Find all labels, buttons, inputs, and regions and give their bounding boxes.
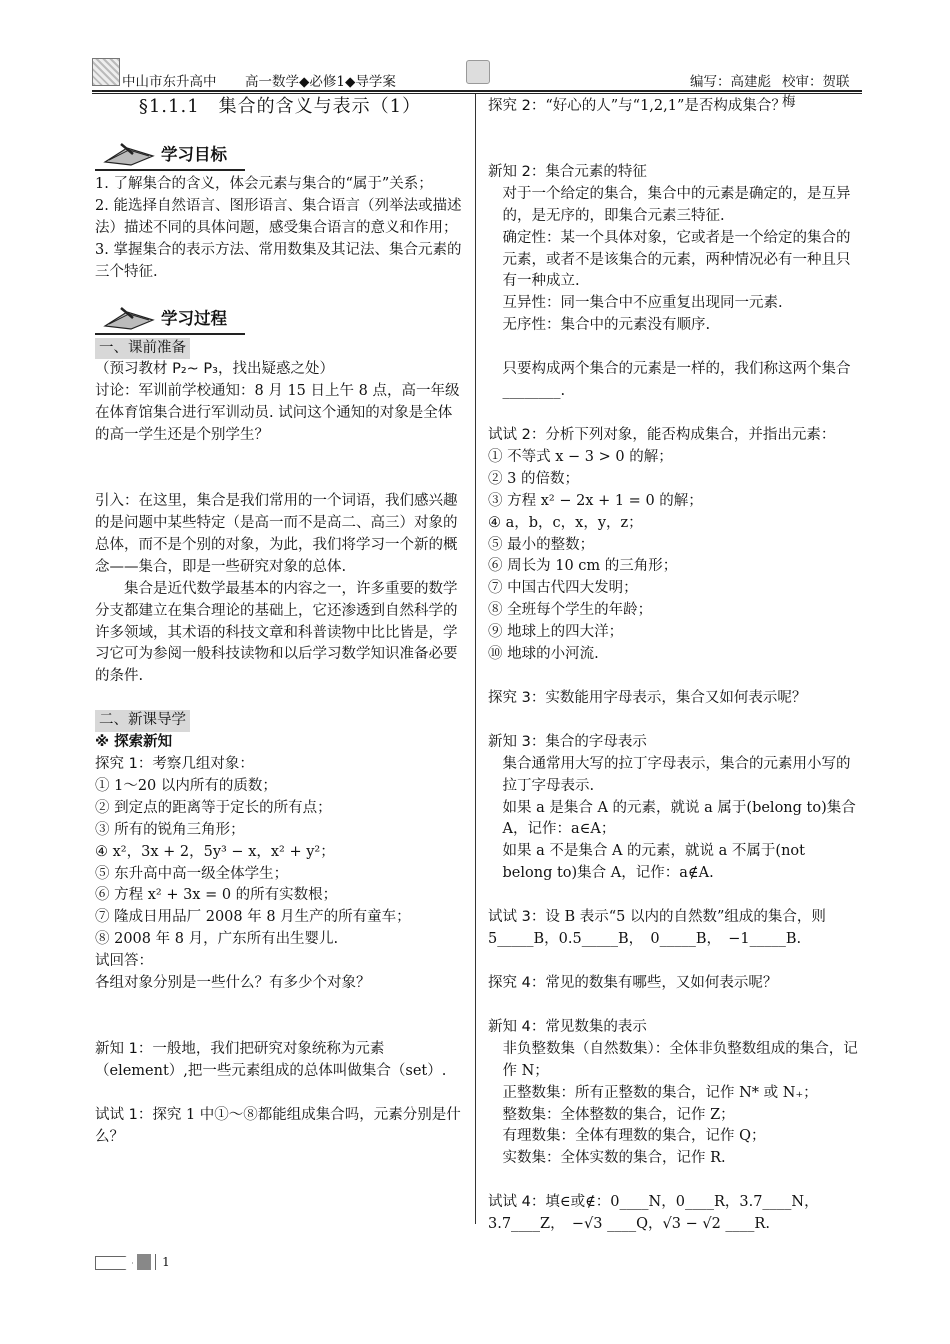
new3-label: 新知 3：: [488, 733, 546, 750]
try2-item: ③ 方程 x² − 2x + 1 = 0 的解；: [488, 492, 703, 509]
book-pen-icon: [103, 140, 155, 166]
prep-note: （预习教材 P₂~ P₃，找出疑惑之处）: [95, 361, 334, 378]
heading-underline: [95, 333, 245, 335]
intro-para2: 集合是近代数学最基本的内容之一，许多重要的数学分支都建立在集合理论的基础上，它还渗透到自然科学的许多领域，其术语的科技文章和科普读物中比比皆是，学习它可为参阅一般科技读物和以后学习数学知识准备必要的条件.: [95, 580, 458, 685]
try2-item: ⑧ 全班每个学生的年龄；: [488, 602, 653, 619]
new1-label: 新知 1：: [95, 1041, 153, 1057]
new3-para: 如果 a 是集合 A 的元素，就说 a 属于(belong to)集合 A，记作：a∈A；: [502, 799, 856, 838]
school-logo-icon: [92, 58, 120, 86]
answer-question: 各组对象分别是一些什么？有多少个对象？: [95, 975, 371, 992]
explore1-item: ② 到定点的距离等于定长的所有点；: [95, 799, 332, 816]
new2-para: 确定性：某一个具体对象，它或者是一个给定的集合的元素，或者不是该集合的元素，两种情况必有一种且只有一种成立.: [502, 229, 851, 290]
header-emblem-icon: [466, 60, 490, 84]
try2-text: 分析下列对象，能否构成集合，并指出元素：: [545, 426, 836, 443]
header-rule: [92, 90, 862, 92]
try1-label: 试试 1：: [95, 1106, 153, 1123]
new1-text: 一般地，我们把研究对象统称为元素（element）,把一些元素组成的总体叫做集合（set）.: [95, 1041, 447, 1079]
try2-item: ⑥ 周长为 10 cm 的三角形；: [488, 558, 678, 575]
explore-heading: ※ 探索新知: [95, 734, 173, 751]
explore1-item: ⑦ 隆成日用品厂 2008 年 8 月生产的所有童车；: [95, 909, 411, 926]
try2-label: 试试 2：: [488, 426, 546, 443]
try2-item: ⑤ 最小的整数；: [488, 536, 595, 553]
new3-para: 集合通常用大写的拉丁字母表示，集合的元素用小写的拉丁字母表示.: [502, 755, 851, 794]
explore2-label: 探究 2：: [488, 98, 546, 114]
book-pen-icon: [103, 304, 155, 330]
equal-sets-text: 只要构成两个集合的元素是一样的，我们称这两个集合________.: [502, 361, 851, 400]
goal-item: 3. 掌握集合的表示方法、常用数集及其记法、集合元素的三个特征.: [95, 241, 462, 280]
section-goals: [95, 140, 465, 174]
explore3-text: 实数能用字母表示，集合又如何表示呢？: [545, 689, 807, 706]
try3-text: 设 B 表示“5 以内的自然数”组成的集合，则 5_____B，0.5_____B， 0_____B， −1_____B.: [488, 909, 826, 948]
new2-para: 互异性：同一集合中不应重复出现同一元素.: [502, 295, 783, 312]
explore1-item: ⑧ 2008 年 8 月，广东所有出生婴儿.: [95, 931, 339, 948]
explore4-label: 探究 4：: [488, 975, 546, 991]
new4-text: 常见数集的表示: [545, 1018, 647, 1035]
school-name: 中山市东升高中: [122, 74, 217, 90]
number-set-item: 有理数集：全体有理数的集合，记作 Q；: [502, 1128, 766, 1145]
process-heading: 学习过程: [161, 308, 227, 328]
footer-block: [137, 1254, 151, 1270]
explore1-item: ① 1～20 以内所有的质数；: [95, 777, 277, 794]
explore1-item: ③ 所有的锐角三角形；: [95, 821, 245, 838]
explore3-label: 探究 3：: [488, 689, 546, 706]
try3-label: 试试 3：: [488, 909, 546, 926]
heading-underline: [95, 169, 245, 171]
explore4-text: 常见的数集有哪些，又如何表示呢？: [545, 975, 778, 991]
prep-heading: 一、课前准备: [95, 338, 190, 360]
try2-item: ④ a，b，c，x，y，z；: [488, 514, 643, 531]
number-set-item: 非负整数集（自然数集）：全体非负整数组成的集合，记作 N；: [502, 1040, 858, 1079]
goal-item: 2. 能选择自然语言、图形语言、集合语言（列举法或描述法）描述不同的具体问题，感受集合语言的意义和作用；: [95, 197, 462, 236]
intro-label: 引入：: [95, 493, 139, 510]
explore1-item: ⑤ 东升高中高一级全体学生；: [95, 865, 289, 882]
author: 编写：高建彪: [690, 74, 771, 90]
left-column: [95, 96, 465, 1149]
new2-para: 无序性：集合中的元素没有顺序.: [502, 317, 711, 334]
try2-item: ⑦ 中国古代四大发明；: [488, 580, 638, 597]
explore1-item: ④ x²，3x + 2，5y³ − x，x² + y²；: [95, 843, 335, 860]
new-lesson-heading: 二、新课导学: [95, 710, 190, 732]
right-column: [488, 96, 858, 1236]
answer-label: 试回答：: [95, 953, 153, 970]
goals-heading: 学习目标: [161, 145, 227, 164]
column-divider: [475, 94, 476, 1224]
try2-item: ② 3 的倍数；: [488, 470, 579, 487]
intro-text: 在这里，集合是我们常用的一个词语，我们感兴趣的是问题中某些特定（是高一而不是高二、高三）对象的总体，而不是个别的对象，为此，我们将学习一个新的概念——集合，即是一些研究对象的总体.: [95, 493, 458, 575]
header-rule-thin: [92, 93, 862, 94]
new3-text: 集合的字母表示: [545, 733, 647, 750]
new2-label: 新知 2：: [488, 163, 546, 180]
new2-para: 对于一个给定的集合，集合中的元素是确定的，是互异的，是无序的，即集合元素三特征.: [502, 185, 851, 224]
try2-item: ⑩ 地球的小河流.: [488, 646, 599, 663]
try2-item: ⑨ 地球上的四大洋；: [488, 624, 624, 641]
arrow-icon: [95, 1256, 133, 1270]
page-footer: [95, 1254, 255, 1270]
page-number: 1: [155, 1254, 176, 1270]
explore1-label: 探究 1：: [95, 756, 153, 773]
reviewer: 校审：贺联梅: [782, 74, 850, 110]
explore1-text: 考察几组对象：: [152, 756, 254, 773]
number-set-item: 正整数集：所有正整数的集合，记作 N* 或 N₊；: [502, 1084, 818, 1101]
page-title: §1.1.1 集合的含义与表示（1）: [138, 96, 422, 117]
discuss-text: 军训前学校通知：8 月 15 日上午 8 点，高一年级在体育馆集合进行军训动员. 试问这个通知的对象是全体的高一学生还是个别学生？: [95, 383, 460, 444]
try4-label: 试试 4：: [488, 1194, 546, 1211]
try1-text: 探究 1 中①～⑧都能组成集合吗，元素分别是什么？: [95, 1106, 461, 1145]
try2-item: ① 不等式 x − 3 > 0 的解；: [488, 448, 673, 465]
course-name: 高一数学◆必修1◆导学案: [245, 74, 396, 90]
explore2-text: “好心的人”与“1,2,1”是否构成集合？: [545, 98, 786, 114]
explore1-item: ⑥ 方程 x² + 3x = 0 的所有实数根；: [95, 887, 338, 904]
new4-label: 新知 4：: [488, 1018, 546, 1035]
try4-line2: 3.7____Z， −√3 ____Q，√3 − √2 ____R.: [488, 1216, 770, 1233]
number-set-item: 实数集：全体实数的集合，记作 R.: [502, 1150, 726, 1167]
new3-para: 如果 a 不是集合 A 的元素，就说 a 不属于(not belong to)集合 A，记作：a∉A.: [502, 843, 805, 882]
new2-text: 集合元素的特征: [545, 163, 647, 180]
discuss-label: 讨论：: [95, 383, 139, 400]
number-set-item: 整数集：全体整数的集合，记作 Z；: [502, 1106, 735, 1123]
section-process: [95, 304, 465, 338]
try4-line1: 填∈或∉：0____N，0____R，3.7____N，: [545, 1194, 819, 1211]
goal-item: 1. 了解集合的含义，体会元素与集合的“属于”关系；: [95, 176, 433, 192]
